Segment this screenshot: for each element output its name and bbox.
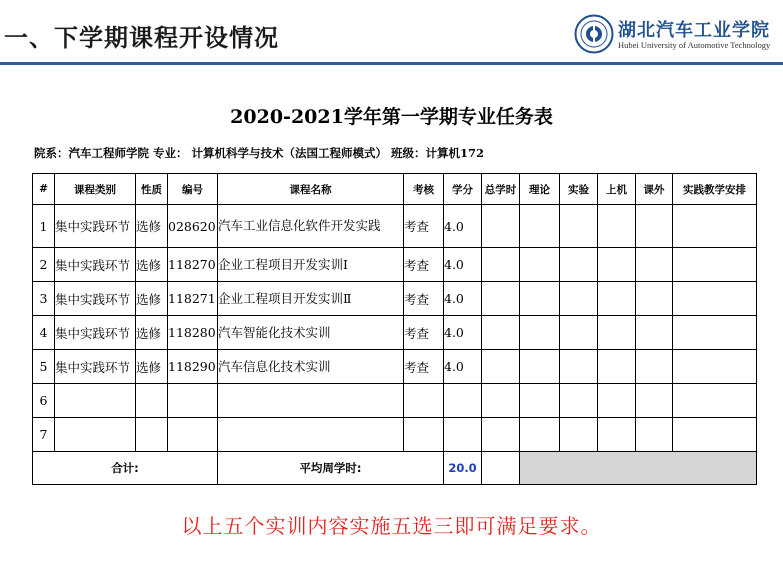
row-number: 4 [33, 316, 55, 350]
empty-cell [520, 248, 560, 282]
empty-cell [520, 384, 560, 418]
empty-cell [168, 418, 218, 452]
empty-cell [482, 350, 520, 384]
row-number: 7 [33, 418, 55, 452]
course-name: 汽车工业信息化软件开发实践 [218, 205, 404, 248]
empty-cell [55, 418, 136, 452]
avg-hours-value: 20.0 [444, 452, 482, 485]
column-header: 课程类别 [55, 174, 136, 205]
table-row [33, 384, 757, 418]
empty-cell [482, 282, 520, 316]
table-row [33, 316, 757, 350]
table-row [33, 248, 757, 282]
empty-cell [636, 282, 673, 316]
course-name: 汽车信息化技术实训 [218, 350, 404, 384]
course-name: 企业工程项目开发实训Ⅱ [218, 282, 404, 316]
column-header: 总学时 [482, 174, 520, 205]
empty-cell [673, 248, 757, 282]
empty-cell [673, 282, 757, 316]
column-header: 上机 [598, 174, 636, 205]
empty-cell [444, 418, 482, 452]
empty-cell [598, 384, 636, 418]
course-code: 118270 [168, 248, 218, 282]
course-category: 集中实践环节 [55, 248, 136, 282]
slide-title: 一、下学期课程开设情况 [4, 24, 279, 52]
empty-cell [218, 384, 404, 418]
empty-cell [560, 205, 598, 248]
empty-cell [673, 316, 757, 350]
table-row [33, 205, 757, 248]
course-nature: 选修 [136, 350, 168, 384]
empty-cell [636, 316, 673, 350]
empty-cell [218, 418, 404, 452]
empty-cell [636, 350, 673, 384]
course-nature: 选修 [136, 316, 168, 350]
column-header: 实验 [560, 174, 598, 205]
column-header: 编号 [168, 174, 218, 205]
empty-cell [404, 384, 444, 418]
course-category: 集中实践环节 [55, 316, 136, 350]
avg-hours-label: 平均周学时: [218, 452, 444, 485]
course-category: 集中实践环节 [55, 350, 136, 384]
course-code: 118271 [168, 282, 218, 316]
empty-cell [598, 248, 636, 282]
empty-cell [55, 384, 136, 418]
column-header: 学分 [444, 174, 482, 205]
empty-cell [673, 418, 757, 452]
empty-cell [482, 452, 520, 485]
course-credit: 4.0 [444, 350, 482, 384]
footnote: 以上五个实训内容实施五选三即可满足要求。 [181, 514, 602, 538]
table-total-row [33, 452, 757, 485]
course-category: 集中实践环节 [55, 205, 136, 248]
column-header: # [33, 174, 55, 205]
empty-cell [136, 384, 168, 418]
empty-cell [673, 350, 757, 384]
school-name-en: Hubei University of Automotive Technology [618, 40, 771, 50]
course-credit: 4.0 [444, 316, 482, 350]
row-number: 2 [33, 248, 55, 282]
empty-cell [168, 384, 218, 418]
shaded-cell [520, 452, 757, 485]
empty-cell [520, 350, 560, 384]
course-exam: 考查 [404, 248, 444, 282]
document-title: 2020-2021学年第一学期专业任务表 [230, 106, 553, 128]
course-exam: 考查 [404, 316, 444, 350]
column-header: 理论 [520, 174, 560, 205]
course-credit: 4.0 [444, 205, 482, 248]
empty-cell [636, 205, 673, 248]
task-table [32, 173, 757, 485]
empty-cell [598, 205, 636, 248]
course-credit: 4.0 [444, 248, 482, 282]
empty-cell [636, 384, 673, 418]
course-name: 汽车智能化技术实训 [218, 316, 404, 350]
table-header-row [33, 174, 757, 205]
empty-cell [136, 418, 168, 452]
empty-cell [636, 248, 673, 282]
course-code: 118280 [168, 316, 218, 350]
course-nature: 选修 [136, 248, 168, 282]
column-header: 课程名称 [218, 174, 404, 205]
empty-cell [560, 282, 598, 316]
empty-cell [598, 418, 636, 452]
slide-header [0, 0, 783, 68]
row-number: 1 [33, 205, 55, 248]
column-header: 性质 [136, 174, 168, 205]
empty-cell [673, 205, 757, 248]
empty-cell [482, 384, 520, 418]
empty-cell [673, 384, 757, 418]
empty-cell [444, 384, 482, 418]
empty-cell [560, 248, 598, 282]
total-label: 合计: [33, 452, 218, 485]
header-divider [0, 62, 783, 65]
empty-cell [520, 205, 560, 248]
table-row [33, 282, 757, 316]
course-code: 118290 [168, 350, 218, 384]
course-category: 集中实践环节 [55, 282, 136, 316]
column-header: 考核 [404, 174, 444, 205]
empty-cell [482, 316, 520, 350]
empty-cell [598, 316, 636, 350]
empty-cell [520, 316, 560, 350]
course-credit: 4.0 [444, 282, 482, 316]
empty-cell [560, 350, 598, 384]
course-name: 企业工程项目开发实训Ⅰ [218, 248, 404, 282]
course-exam: 考查 [404, 282, 444, 316]
empty-cell [636, 418, 673, 452]
row-number: 5 [33, 350, 55, 384]
column-header: 课外 [636, 174, 673, 205]
course-exam: 考查 [404, 205, 444, 248]
course-nature: 选修 [136, 205, 168, 248]
empty-cell [560, 316, 598, 350]
table-row [33, 418, 757, 452]
course-exam: 考查 [404, 350, 444, 384]
course-nature: 选修 [136, 282, 168, 316]
empty-cell [598, 282, 636, 316]
empty-cell [560, 418, 598, 452]
row-number: 3 [33, 282, 55, 316]
school-logo-icon [574, 14, 614, 54]
empty-cell [598, 350, 636, 384]
empty-cell [404, 418, 444, 452]
empty-cell [482, 205, 520, 248]
document-meta: 院系：汽车工程师学院 专业： 计算机科学与技术（法国工程师模式） 班级：计算机172 [34, 146, 485, 160]
empty-cell [482, 248, 520, 282]
empty-cell [520, 418, 560, 452]
empty-cell [482, 418, 520, 452]
row-number: 6 [33, 384, 55, 418]
table-row [33, 350, 757, 384]
empty-cell [520, 282, 560, 316]
column-header: 实践教学安排 [673, 174, 757, 205]
course-code: 028620 [168, 205, 218, 248]
empty-cell [560, 384, 598, 418]
school-name-cn: 湖北汽车工业学院 [618, 20, 770, 41]
